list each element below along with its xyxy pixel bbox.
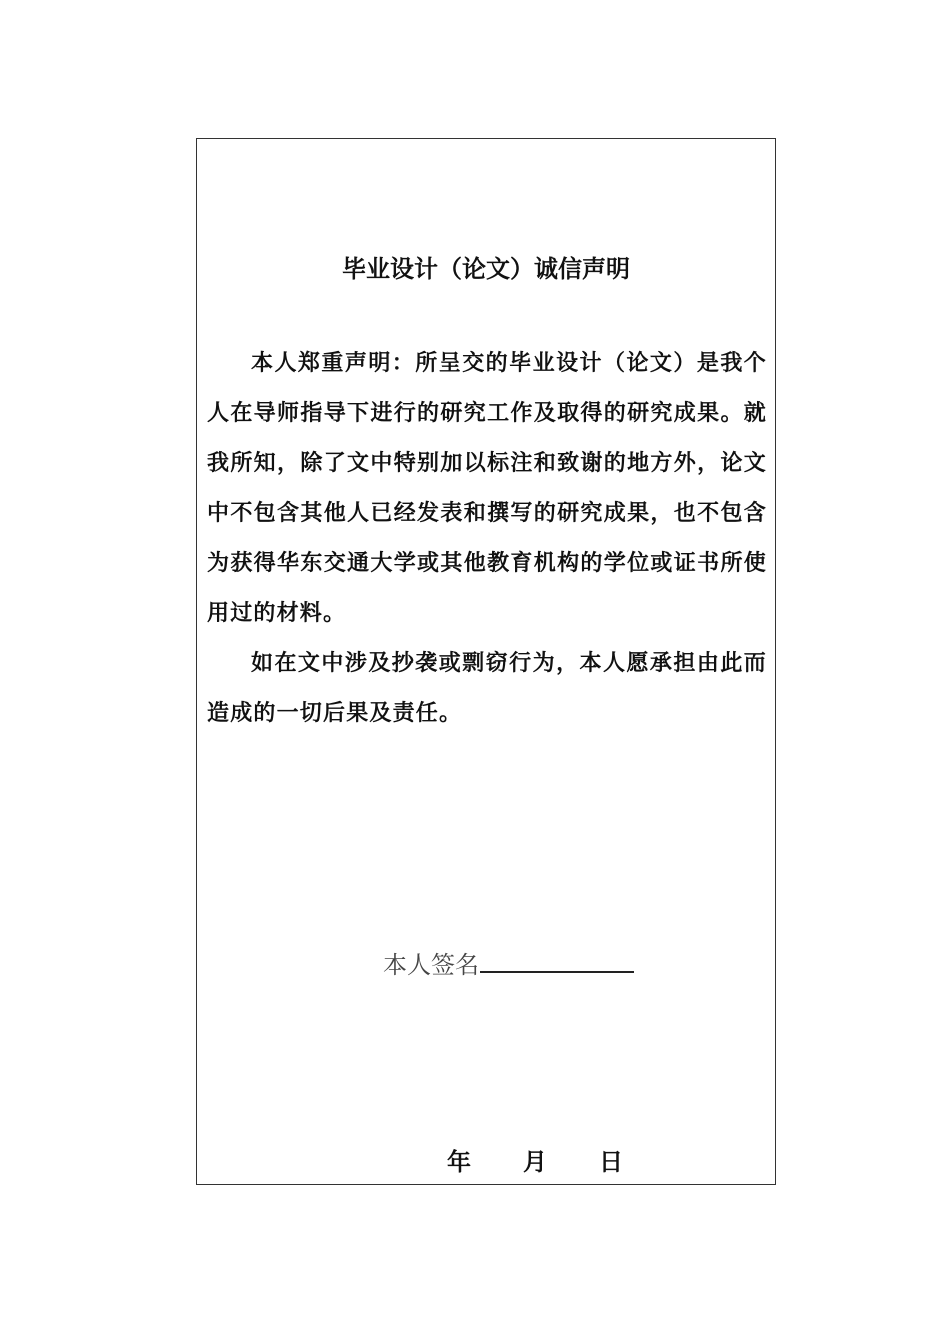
page-title: 毕业设计（论文）诚信声明 bbox=[342, 255, 630, 283]
date-day-label: 日 bbox=[599, 1148, 623, 1176]
date-year-label: 年 bbox=[447, 1148, 471, 1176]
date-month-label: 月 bbox=[523, 1148, 547, 1176]
declaration-paragraph-1: 本人郑重声明：所呈交的毕业设计（论文）是我个人在导师指导下进行的研究工作及取得的研究成果。就我所知，除了文中特别加以标注和致谢的地方外，论文中不包含其他人已经发表和撰写的研究成果，也不包含为获得华东交通大学或其他教育机构的学位或证书所使用过的材料。 bbox=[207, 351, 767, 626]
signature-line[interactable] bbox=[480, 947, 634, 973]
declaration-frame bbox=[196, 138, 776, 1185]
declaration-body bbox=[207, 339, 767, 739]
declaration-paragraph-2: 如在文中涉及抄袭或剽窃行为，本人愿承担由此而造成的一切后果及责任。 bbox=[207, 651, 767, 726]
signature-label: 本人签名 bbox=[383, 951, 479, 979]
signature-block bbox=[383, 945, 634, 980]
date-row bbox=[447, 1142, 623, 1177]
